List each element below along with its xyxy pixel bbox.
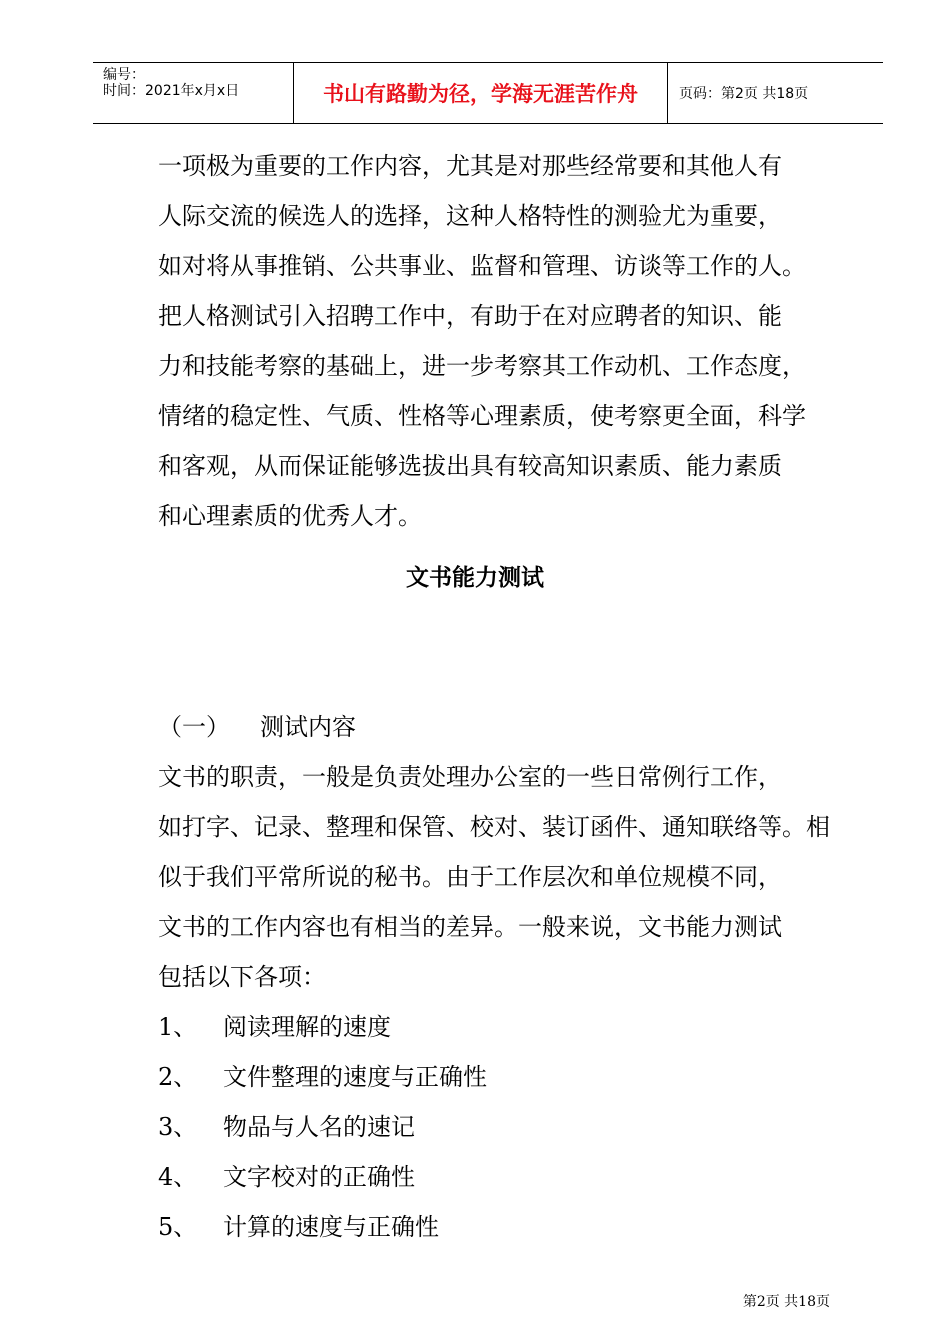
- section-title: 文书能力测试: [406, 565, 544, 591]
- list-number: 3、: [158, 1113, 198, 1141]
- time-label: 时间：2021年x月x日: [103, 83, 240, 99]
- list-text: 计算的速度与正确性: [223, 1213, 439, 1241]
- list-number: 5、: [158, 1213, 198, 1241]
- list-item: [158, 1052, 487, 1102]
- list-item: [158, 1002, 391, 1052]
- subsection-heading: [158, 702, 356, 752]
- text-line: 人际交流的候选人的选择，这种人格特性的测验尤为重要，: [158, 202, 782, 230]
- text-line: 如打字、记录、整理和保管、校对、装订函件、通知联络等。相: [158, 813, 830, 841]
- header-meta: [93, 63, 294, 123]
- text-line: 力和技能考察的基础上，进一步考察其工作动机、工作态度，: [158, 352, 806, 380]
- text-line: 文书的职责，一般是负责处理办公室的一些日常例行工作，: [158, 763, 782, 791]
- text-line: 把人格测试引入招聘工作中，有助于在对应聘者的知识、能: [158, 302, 782, 330]
- subsection-label: 测试内容: [260, 713, 356, 741]
- subsection-number: （一）: [158, 713, 230, 741]
- page-footer: 第2页 共18页: [742, 1294, 830, 1310]
- list-text: 文件整理的速度与正确性: [223, 1063, 487, 1091]
- text-line: 情绪的稳定性、气质、性格等心理素质，使考察更全面，科学: [158, 402, 806, 430]
- paragraph-2: [158, 752, 828, 1002]
- list-item: [158, 1152, 415, 1202]
- text-line: 包括以下各项：: [158, 963, 326, 991]
- number-label: 编号：: [103, 67, 145, 83]
- text-line: 如对将从事推销、公共事业、监督和管理、访谈等工作的人。: [158, 252, 806, 280]
- text-line: 文书的工作内容也有相当的差异。一般来说，文书能力测试: [158, 913, 782, 941]
- text-line: 似于我们平常所说的秘书。由于工作层次和单位规模不同，: [158, 863, 782, 891]
- list-number: 4、: [158, 1163, 198, 1191]
- list-item: [158, 1102, 415, 1152]
- list-text: 阅读理解的速度: [223, 1013, 391, 1041]
- list-text: 物品与人名的速记: [223, 1113, 415, 1141]
- text-line: 一项极为重要的工作内容，尤其是对那些经常要和其他人有: [158, 152, 782, 180]
- list-number: 2、: [158, 1063, 198, 1091]
- text-line: 和客观，从而保证能够选拔出具有较高知识素质、能力素质: [158, 452, 782, 480]
- header-motto: 书山有路勤为径，学海无涯苦作舟: [294, 63, 668, 123]
- page-header: [93, 62, 883, 124]
- list-number: 1、: [158, 1013, 198, 1041]
- list-text: 文字校对的正确性: [223, 1163, 415, 1191]
- list-item: [158, 1202, 439, 1252]
- paragraph-1: [158, 141, 828, 541]
- header-page-info: 页码：第2页 共18页: [679, 86, 809, 102]
- text-line: 和心理素质的优秀人才。: [158, 502, 422, 530]
